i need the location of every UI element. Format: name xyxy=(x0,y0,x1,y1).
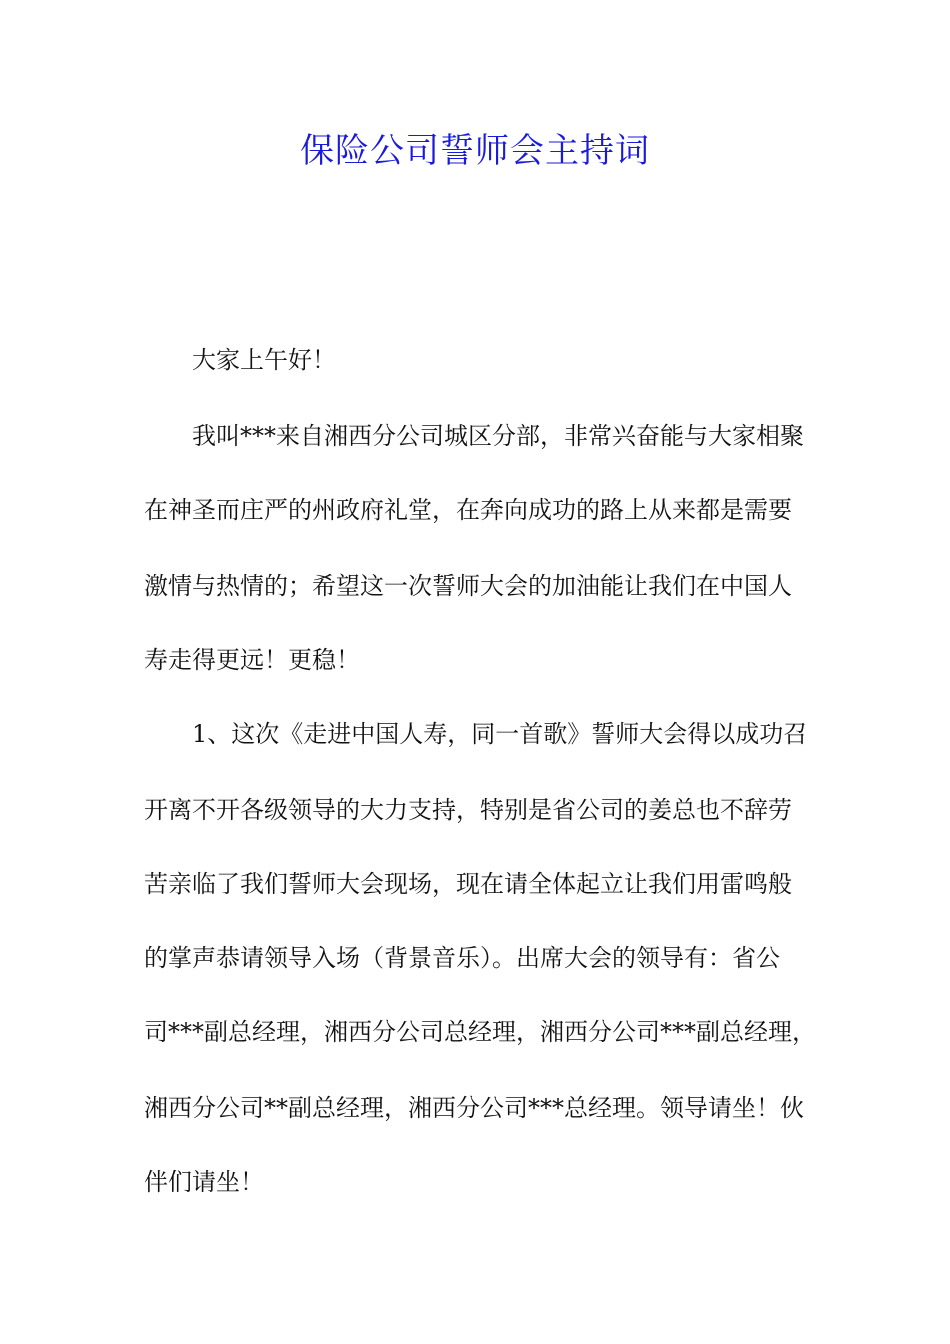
paragraph-item1-line-4: 的掌声恭请领导入场（背景音乐）。出席大会的领导有：省公 xyxy=(144,944,780,972)
paragraph-intro-line-2: 在神圣而庄严的州政府礼堂，在奔向成功的路上从来都是需要 xyxy=(144,496,792,524)
paragraph-intro-line-3: 激情与热情的；希望这一次誓师大会的加油能让我们在中国人 xyxy=(144,572,792,600)
paragraph-item1-line-1: 1、这次《走进中国人寿，同一首歌》誓师大会得以成功召 xyxy=(192,720,808,748)
paragraph-item1-line-3: 苦亲临了我们誓师大会现场，现在请全体起立让我们用雷鸣般 xyxy=(144,870,792,898)
paragraph-item1-line-5: 司***副总经理，湘西分公司总经理，湘西分公司***副总经理， xyxy=(144,1018,816,1046)
paragraph-greeting: 大家上午好！ xyxy=(192,346,336,374)
document-body xyxy=(144,0,824,1344)
paragraph-item1-line-2: 开离不开各级领导的大力支持，特别是省公司的姜总也不辞劳 xyxy=(144,796,792,824)
paragraph-intro-line-1: 我叫***来自湘西分公司城区分部，非常兴奋能与大家相聚 xyxy=(192,422,804,450)
paragraph-intro-line-4: 寿走得更远！更稳！ xyxy=(144,646,360,674)
document-title: 保险公司誓师会主持词 xyxy=(300,131,650,171)
paragraph-item1-line-6: 湘西分公司**副总经理，湘西分公司***总经理。领导请坐！伙 xyxy=(144,1094,804,1122)
paragraph-item1-line-7: 伴们请坐！ xyxy=(144,1168,264,1196)
